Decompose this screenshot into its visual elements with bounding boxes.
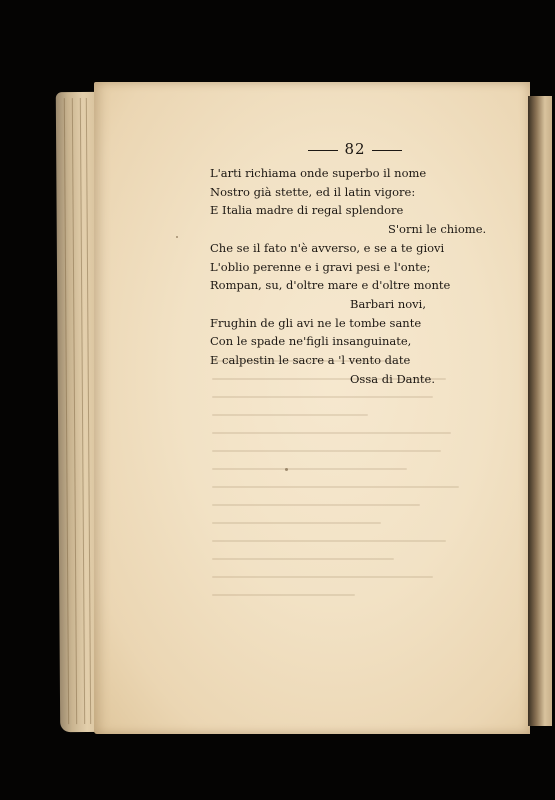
verse-line: Che se il fato n'è avverso, e se a te giovi bbox=[210, 240, 445, 255]
page-number bbox=[210, 140, 490, 158]
verse-line: L'arti richiama onde superbo il nome bbox=[210, 166, 427, 180]
verse-line: E Italia madre di regal splendore bbox=[210, 203, 404, 218]
verse-line: Nostro già stette, ed il latin vigore: bbox=[210, 184, 416, 199]
verse-line: Con le spade ne'figli insanguinate, bbox=[210, 334, 412, 349]
verse-line-indented: S'orni le chiome. bbox=[388, 222, 487, 237]
paper-speck bbox=[285, 468, 288, 471]
page-number-dash-left bbox=[308, 150, 338, 151]
verse-line: Frughin de gli avi ne le tombe sante bbox=[210, 315, 422, 330]
poem-text-block bbox=[210, 140, 490, 388]
verse-line: L'oblio perenne e i gravi pesi e l'onte; bbox=[210, 259, 431, 274]
verse-line-indented: Barbari novi, bbox=[350, 296, 427, 311]
verse-line-indented: Ossa di Dante. bbox=[350, 371, 436, 386]
page-number-value: 82 bbox=[344, 140, 366, 158]
verse-line: Rompan, su, d'oltre mare e d'oltre monte bbox=[210, 278, 451, 293]
facing-page-edge bbox=[528, 96, 552, 726]
verse-line: E calpestin le sacre a 'l vento date bbox=[210, 353, 411, 368]
paper-speck bbox=[176, 236, 178, 238]
reverse-side-bleed-through bbox=[212, 360, 472, 660]
page-number-dash-right bbox=[372, 150, 402, 151]
